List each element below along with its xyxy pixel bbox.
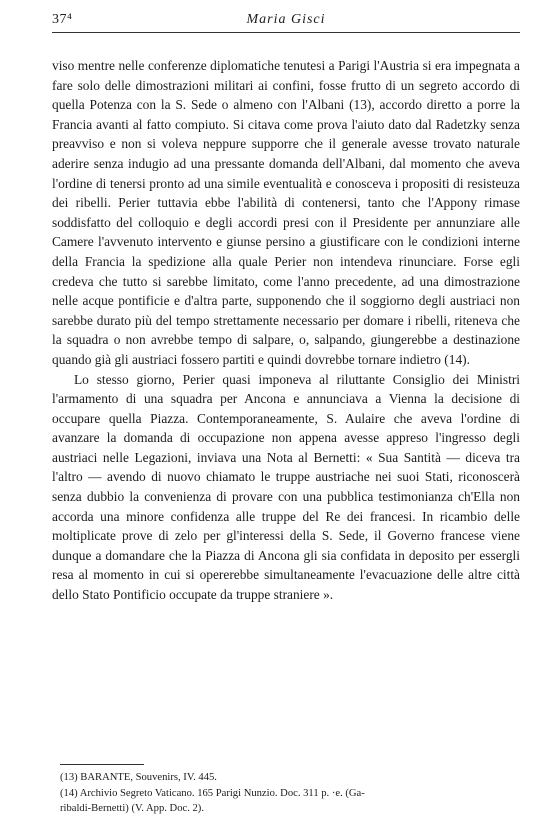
footnotes <box>60 770 516 817</box>
paragraph: Lo stesso giorno, Perier quasi imponeva al riluttante Consiglio dei Ministri l'armamento di una squadra per Ancona e annunciava a Vienna la decisione di occupare quella Piazza. Contemporaneamente, S. Aulaire che aveva l'ordine di avanzare la domanda di occupazione non appena avesse appreso l'ingresso degli austriaci nelle Legazioni, inviava una Nota al Bernetti: « Sua Santità — diceva tra l'altro — avendo di nuovo chiamato le truppe austriache nei suoi Stati, riconoscerà senza dubbio la convenienza di provare con una pubblica testimonianza ch'Ella non accorda una minore confidenza alle truppe del Re dei francesi. In ricambio delle moltiplicate prove di zelo per gl'interessi della S. Sede, il Governo francese viene dunque a domandare che la Piazza di Ancona gli sia confidata in deposito per essergli resa al momento in cui si opererebbe simultaneamente l'evacuazione delle altre città dello Stato Pontificio occupate da truppe straniere ». <box>52 371 520 603</box>
paragraph: viso mentre nelle conferenze diplomatiche tenutesi a Parigi l'Austria si era impegnata a fare solo delle dimostrazioni militari ai confini, fosse frutto di un segreto accordo di quella Potenza con la S. Sede o almeno con l'Albani (13), accordo diretto a porre la Francia avanti al fatto compiuto. Si citava come prova l'aiuto dato dal Radetzky senza preavviso e non si voleva neppure supporre che il generale avesse trovato naturale aderire senza indugio ad una pressante domanda dell'Albani, dal momento che aveva l'ordine di tenersi pronto ad una simile eventualità e conosceva i propositi di resisteuza dei ribelli. Perier tuttavia ebbe l'abilità di contenersi, tanto che l'Appony rimase soddisfatto del colloquio e degli accordi presi con il Presidente per annunziare alle Camere l'avvenuto intervento e giunse persino a giustificare con le condizioni interne della Francia la spedizione alla quale Perier non intendeva rinunciare. Forse egli credeva che tutto si sarebbe limitato, come l'anno precedente, ad una dimostrazione nelle acque pontificie e d'altra parte, supponendo che il soggiorno degli austriaci non sarebbe durato più del tempo strettamente necessario per domare i ribelli, riteneva che la squadra o non avrebbe tempo di salpare, o, salpando, giungerebbe a destinazione quando già gli austriaci fossero partiti e quindi dovrebbe tornare indietro (14). <box>52 58 520 367</box>
footnote-14-line-2: ribaldi-Bernetti) (V. App. Doc. 2). <box>60 803 204 814</box>
header-rule <box>52 32 520 33</box>
footnote-13: (13) BARANTE, Souvenirs, IV. 445. <box>60 772 217 783</box>
page-number: 37⁴ <box>52 12 73 27</box>
running-title: Maria Gisci <box>246 12 326 27</box>
footnote-rule <box>60 764 144 765</box>
main-text <box>52 56 520 605</box>
page-header <box>52 10 520 32</box>
footnote-14-line-1: (14) Archivio Segreto Vaticano. 165 Parigi Nunzio. Doc. 311 p. ·e. (Ga- <box>60 787 365 799</box>
